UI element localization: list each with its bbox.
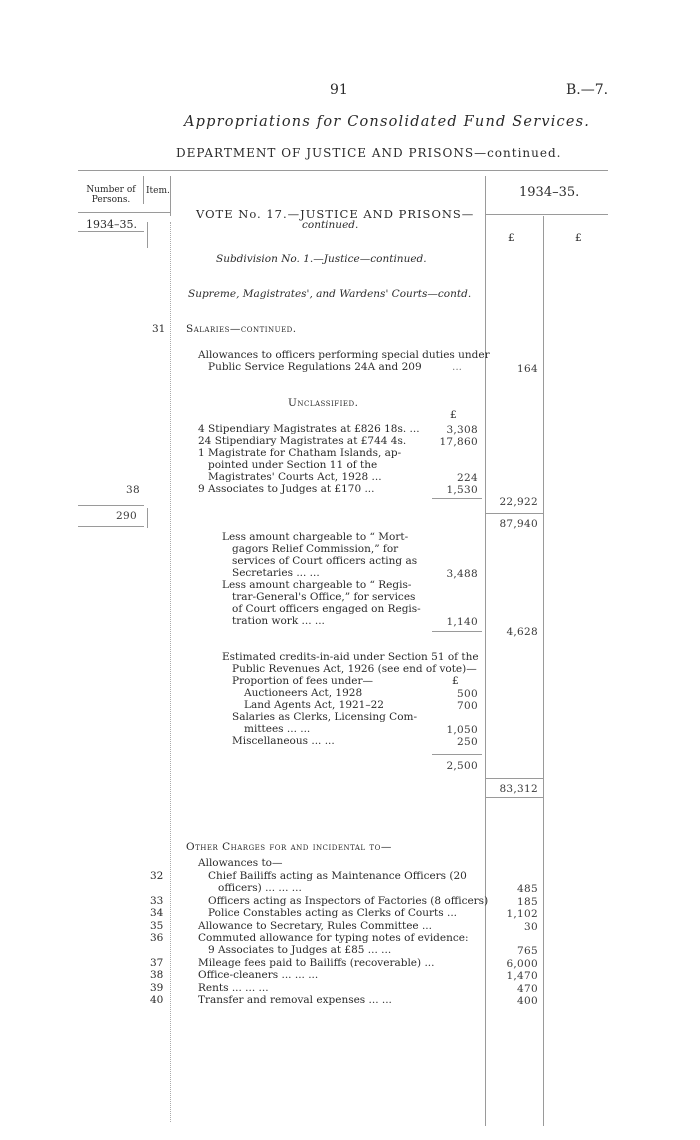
net-top-rule [485,778,543,779]
vote-title: VOTE No. 17.—JUSTICE AND PRISONS— [196,207,475,221]
unclassified-amount: 17,860 [439,436,478,448]
less-mortgagors-line: Less amount chargeable to “ Mort- [222,531,409,543]
unclassified-row: 1 Magistrate for Chatham Islands, ap- [198,447,402,459]
subdivision-heading: Subdivision No. 1.—Justice—continued. [216,253,427,265]
item-number: 38 [150,969,164,981]
net-salaries-total: 83,312 [499,783,538,795]
other-charge-amount: 470 [517,983,538,995]
other-charge-amount: 765 [517,945,538,957]
credits-row: Auctioneers Act, 1928 [244,687,363,699]
department-heading: DEPARTMENT OF JUSTICE AND PRISONS—continued. [176,146,562,160]
less-registrar-line: Less amount chargeable to “ Regis- [222,579,412,591]
other-charge-amount: 1,470 [506,970,538,982]
table-top-rule [78,170,608,171]
credits-pound: £ [452,675,459,687]
other-charge-description: officers) ... ... ... [218,882,302,894]
other-charge-amount: 485 [517,883,538,895]
unclassified-amount: 1,530 [446,484,478,496]
item-number: 32 [150,870,164,882]
less-mortgagors-line: services of Court officers acting as [232,555,418,567]
year-header-left: 1934–35. [86,218,137,231]
credits-line3: Proportion of fees under— [232,675,374,687]
other-charge-amount: 6,000 [506,958,538,970]
item-number: 35 [150,920,164,932]
other-charge-description: Allowance to Secretary, Rules Committee ... [198,920,432,932]
credits-sum-rule [432,754,482,755]
persons-item-divider [147,222,148,248]
persons-count-290: 290 [116,510,137,522]
credits-line2: Public Revenues Act, 1926 (see end of vote)— [232,663,477,675]
other-charges-heading: Other Charges for and incidental to— [186,841,392,853]
desc-amount-divider [485,176,486,1126]
item-number: 34 [150,907,164,919]
item-header: Item. [146,186,170,196]
credits-row: Land Agents Act, 1921–22 [244,699,384,711]
less-registrar-line: of Court officers engaged on Regis- [232,603,421,615]
unclassified-sum-rule [432,498,482,499]
item-number-31: 31 [152,323,166,335]
item-number: 37 [150,957,164,969]
unclassified-row: pointed under Section 11 of the [208,459,378,471]
credits-row: mittees ... ... [244,723,311,735]
less-total: 4,628 [506,626,538,638]
salaries-total: 87,940 [499,518,538,530]
credits-amount: 250 [457,736,478,748]
page-title: Appropriations for Consolidated Fund Services. [184,114,591,130]
credits-amount: 700 [457,700,478,712]
salaries-heading: Salaries—continued. [186,323,297,335]
less-registrar-line: tration work ... ... [232,615,325,627]
year-left-rule [78,231,144,232]
other-charge-amount: 185 [517,896,538,908]
persons-item-divider-top [143,176,144,204]
item-number: 36 [150,932,164,944]
persons-sum-rule [78,505,144,506]
report-reference: B.—7. [566,82,609,98]
credits-row: Miscellaneous ... ... [232,735,335,747]
less-mortgagors-line: gagors Relief Commission,” for [232,543,399,555]
unclassified-amount: 3,308 [446,424,478,436]
less-registrar-line: trar-General's Office,” for services [232,591,416,603]
vote-continued: continued. [302,219,359,231]
other-charge-description: Chief Bailiffs acting as Maintenance Officers (20 [208,870,467,882]
unclassified-row: 24 Stipendiary Magistrates at £744 4s. [198,435,407,447]
amount-columns-divider [543,216,544,1126]
less-mortgagors-line: Secretaries ... ... [232,567,320,579]
pound-header-b: £ [575,232,582,244]
year-header-right: 1934–35. [519,185,580,200]
credits-row: Salaries as Clerks, Licensing Com- [232,711,418,723]
item-desc-divider [170,222,171,1122]
unclassified-amount: 224 [457,472,478,484]
pound-header-a: £ [508,232,515,244]
number-of-persons-header: Number of Persons. [86,185,136,205]
unclassified-row: 4 Stipendiary Magistrates at £826 18s. ... [198,423,420,435]
unclassified-row: 9 Associates to Judges at £170 ... [198,483,375,495]
other-charge-amount: 30 [524,921,538,933]
other-charge-description: Police Constables acting as Clerks of Courts ... [208,907,457,919]
other-charge-amount: 400 [517,995,538,1007]
item-number: 33 [150,895,164,907]
credits-amount: 500 [457,688,478,700]
other-charge-description: Officers acting as Inspectors of Factories (8 officers) [208,895,489,907]
other-charge-description: Transfer and removal expenses ... ... [198,994,392,1006]
credits-total: 2,500 [446,760,478,772]
other-charge-description: Commuted allowance for typing notes of evidence: [198,932,469,944]
credits-line1: Estimated credits-in-aid under Section 51 of the [222,651,479,663]
allowances-line1: Allowances to officers performing special duties under [198,349,490,361]
unclassified-heading: Unclassified. [288,397,359,409]
other-charge-description: Office-cleaners ... ... ... [198,969,319,981]
less-mortgagors-amount: 3,488 [446,568,478,580]
salaries-subtotal: 22,922 [499,496,538,508]
allowances-to-label: Allowances to— [198,857,283,869]
page-number: 91 [330,82,348,98]
year-header-rule [485,214,608,215]
other-charge-description: Rents ... ... ... [198,982,269,994]
other-charge-description: 9 Associates to Judges at £85 ... ... [208,944,392,956]
other-charge-description: Mileage fees paid to Bailiffs (recoverable) ... [198,957,435,969]
allowances-line2: Public Service Regulations 24A and 209 [208,361,422,373]
allowances-dots: ... [452,361,463,373]
persons-item-divider-mid [147,508,148,528]
unclassified-pound: £ [450,409,457,421]
less-sum-rule [432,631,482,632]
credits-amount: 1,050 [446,724,478,736]
unclassified-row: Magistrates' Courts Act, 1928 ... [208,471,382,483]
persons-count-38: 38 [126,484,140,496]
persons-header-rule [78,212,170,213]
other-charge-amount: 1,102 [506,908,538,920]
salaries-sum-rule [485,513,543,514]
item-desc-divider-top [170,176,171,216]
item-number: 39 [150,982,164,994]
courts-heading: Supreme, Magistrates', and Wardens' Courts—contd. [188,288,472,300]
less-registrar-amount: 1,140 [446,616,478,628]
item-number: 40 [150,994,164,1006]
net-bottom-rule [485,797,543,798]
allowances-amount: 164 [517,363,538,375]
persons-total-rule [78,526,144,527]
